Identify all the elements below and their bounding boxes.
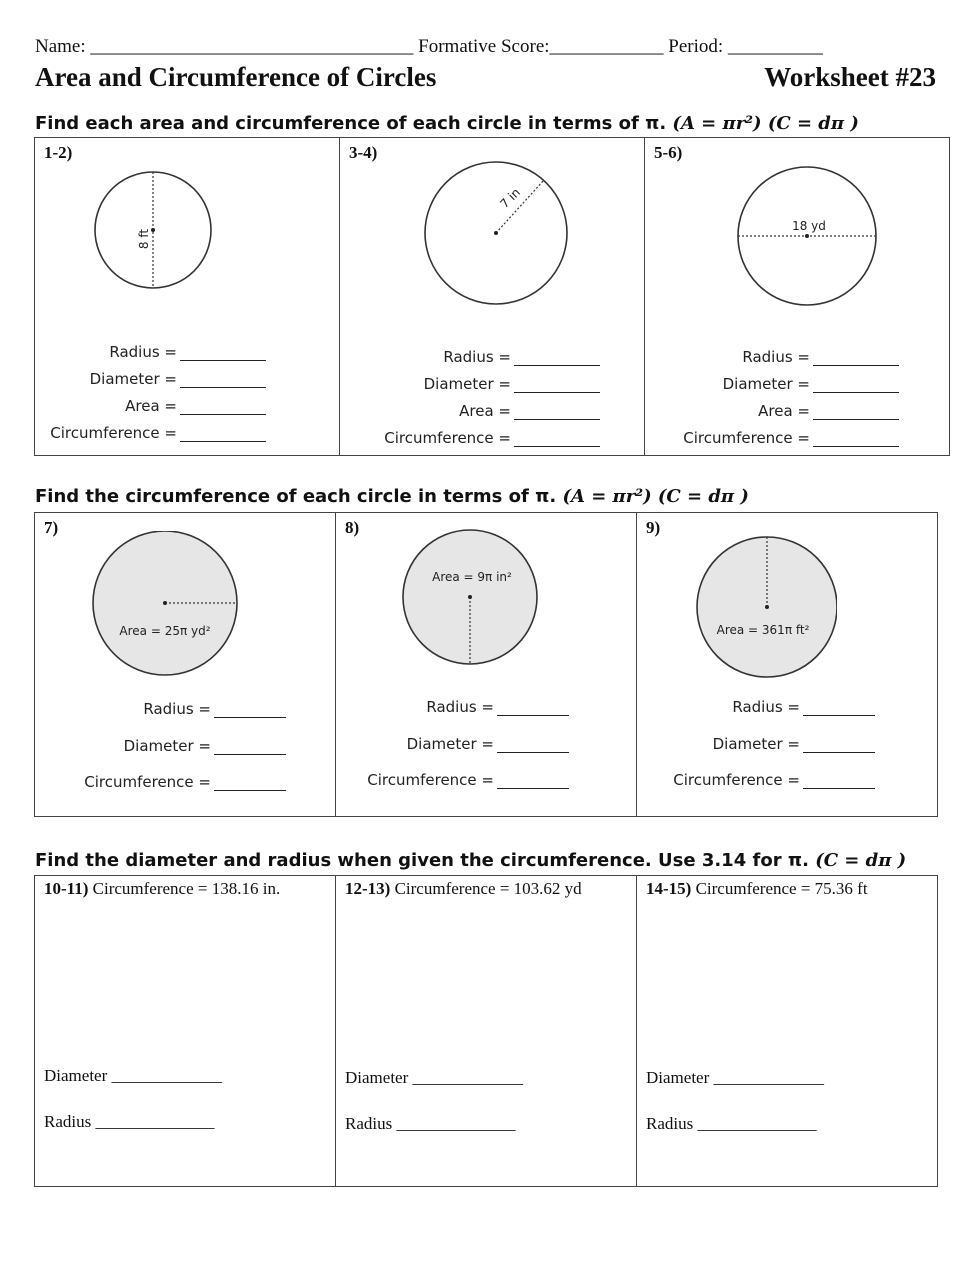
worksheet-number: Worksheet #23 <box>764 62 936 92</box>
circumference-row[interactable]: Circumference = <box>340 420 600 447</box>
section1-formula: (A = πr²) (C = dπ ) <box>672 113 859 134</box>
diameter-answer[interactable]: Diameter _____________ <box>345 1068 523 1087</box>
diameter-label: 18 yd <box>792 219 826 233</box>
worksheet-title: Area and Circumference of Circles <box>35 62 437 92</box>
diameter-answer[interactable]: Diameter _____________ <box>646 1068 824 1087</box>
problem-number: 8) <box>345 518 360 537</box>
problem-cell-9 <box>637 513 938 817</box>
circle-diagram-5-6 <box>736 165 878 307</box>
diameter-row[interactable]: Diameter = <box>340 366 600 393</box>
radius-row[interactable]: Radius = <box>336 689 569 716</box>
circumference-row[interactable]: Circumference = <box>35 755 286 791</box>
circle-diagram-8 <box>400 529 540 669</box>
radius-row[interactable]: Radius = <box>35 334 266 361</box>
radius-label: 7 in <box>497 185 524 212</box>
circle-diagram-1-2 <box>93 168 213 292</box>
problem-number: 3-4) <box>349 143 378 162</box>
header-name-score-period: Name: __________________________________ Formative Score:____________ Period: __________ <box>35 36 823 57</box>
problem-cell-5-6 <box>645 138 950 456</box>
problem-cell-1-2 <box>35 138 340 456</box>
section1-instruction <box>35 113 859 134</box>
circumference-row[interactable]: Circumference = <box>35 415 266 442</box>
problem-cell-7 <box>35 513 336 817</box>
section2-table <box>34 512 938 817</box>
circumference-row[interactable]: Circumference = <box>637 753 875 789</box>
radius-row[interactable]: Radius = <box>340 339 600 366</box>
answer-labels-8 <box>336 689 569 789</box>
problem-heading: 10-11) Circumference = 138.16 in. <box>44 879 281 898</box>
section1-instruction-text: Find each area and circumference of each circle in terms of π. <box>35 113 673 134</box>
radius-row[interactable]: Radius = <box>637 689 875 716</box>
problem-number: 7) <box>44 518 59 537</box>
circumference-row[interactable]: Circumference = <box>336 753 569 789</box>
section2-instruction-text: Find the circumference of each circle in terms of π. <box>35 486 563 507</box>
circle-diagram-3-4 <box>423 159 569 307</box>
diameter-answer[interactable]: Diameter _____________ <box>44 1066 222 1085</box>
radius-row[interactable]: Radius = <box>645 339 899 366</box>
problem-number: 5-6) <box>654 143 683 162</box>
area-label: Area = 9π in² <box>432 570 512 584</box>
problem-cell-3-4 <box>340 138 645 456</box>
section3-formula: (C = dπ ) <box>815 850 907 871</box>
circle-diagram-7 <box>91 531 239 679</box>
radius-answer[interactable]: Radius ______________ <box>44 1112 215 1131</box>
answer-labels-9 <box>637 689 875 789</box>
diameter-row[interactable]: Diameter = <box>645 366 899 393</box>
diameter-label: 8 ft <box>137 228 151 250</box>
circle-diagram-9 <box>689 530 837 678</box>
problem-cell-8 <box>336 513 637 817</box>
radius-row[interactable]: Radius = <box>35 691 286 718</box>
radius-answer[interactable]: Radius ______________ <box>646 1114 817 1133</box>
problem-heading: 14-15) Circumference = 75.36 ft <box>646 879 868 898</box>
problem-number: 1-2) <box>44 143 73 162</box>
diameter-row[interactable]: Diameter = <box>336 716 569 753</box>
radius-answer[interactable]: Radius ______________ <box>345 1114 516 1133</box>
answer-labels-7 <box>35 691 286 791</box>
area-row[interactable]: Area = <box>35 388 266 415</box>
diameter-row[interactable]: Diameter = <box>637 716 875 753</box>
section2-formula: (A = πr²) (C = dπ ) <box>562 486 749 507</box>
diameter-row[interactable]: Diameter = <box>35 361 266 388</box>
answer-labels-3-4 <box>340 339 600 447</box>
problem-number: 9) <box>646 518 661 537</box>
circumference-row[interactable]: Circumference = <box>645 420 899 447</box>
section1-table <box>34 137 950 456</box>
problem-cell-14-15 <box>637 876 938 1187</box>
answer-labels-5-6 <box>645 339 899 447</box>
area-label: Area = 361π ft² <box>716 623 810 637</box>
area-label: Area = 25π yd² <box>119 624 211 638</box>
area-row[interactable]: Area = <box>645 393 899 420</box>
answer-labels-1-2 <box>35 334 266 442</box>
section3-table <box>34 875 938 1187</box>
problem-heading: 12-13) Circumference = 103.62 yd <box>345 879 582 898</box>
section3-instruction-text: Find the diameter and radius when given the circumference. Use 3.14 for π. <box>35 850 816 871</box>
diameter-row[interactable]: Diameter = <box>35 718 286 755</box>
area-row[interactable]: Area = <box>340 393 600 420</box>
problem-cell-10-11 <box>35 876 336 1187</box>
section2-instruction <box>35 486 749 507</box>
section3-instruction <box>35 850 906 871</box>
problem-cell-12-13 <box>336 876 637 1187</box>
